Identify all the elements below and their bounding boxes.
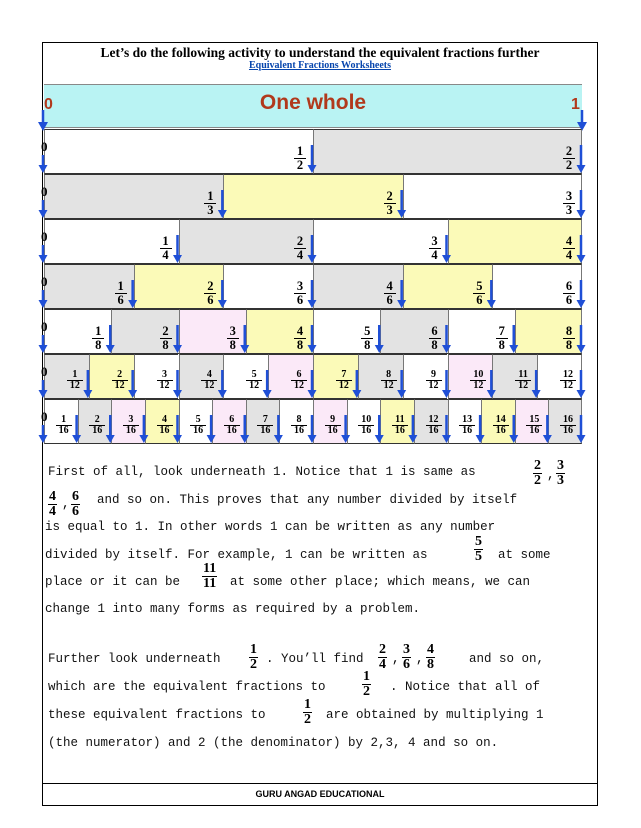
fraction-label: $\frac{1}{4}$ — [160, 235, 172, 261]
strip-segment — [44, 174, 223, 219]
fraction-label: $\frac{2}{8}$ — [160, 325, 172, 351]
fraction-label: $\frac{15}{16}$ — [526, 415, 542, 436]
row-zero-label: 0 — [41, 184, 48, 199]
row-zero-label: 0 — [41, 364, 48, 379]
fraction-label: $\frac{12}{12}$ — [560, 370, 576, 391]
whole-end-label: 1 — [571, 96, 580, 113]
para1-frac-6-6: 6 6 — [72, 489, 79, 519]
para2-line2a: which are the equivalent fractions to — [48, 680, 326, 694]
fraction-label: $\frac{13}{16}$ — [459, 415, 475, 436]
fraction-label: $\frac{3}{4}$ — [429, 235, 441, 261]
para2-frac-4-8: 4 8 — [427, 642, 434, 672]
fraction-label: $\frac{9}{12}$ — [426, 370, 442, 391]
one-whole-label: One whole — [259, 91, 367, 114]
fraction-label: $\frac{14}{16}$ — [493, 415, 509, 436]
para1-line1: First of all, look underneath 1. Notice that 1 is same as — [48, 465, 476, 479]
fraction-label: $\frac{4}{12}$ — [201, 370, 217, 391]
fraction-label: $\frac{8}{8}$ — [563, 325, 575, 351]
fraction-label: $\frac{11}{16}$ — [392, 415, 408, 436]
para1-comma: , — [547, 468, 555, 482]
para1-line6: change 1 into many forms as required by a problem. — [45, 602, 421, 616]
row-zero-label: 0 — [41, 274, 48, 289]
para1-frac-2-2: 2 2 — [534, 458, 541, 488]
para1-comma2: , — [62, 497, 70, 511]
fraction-label: $\frac{11}{12}$ — [515, 370, 531, 391]
para2-frac-1-2: 1 2 — [250, 642, 257, 672]
strip-segment — [44, 129, 313, 174]
fraction-label: $\frac{2}{3}$ — [384, 190, 396, 216]
fraction-label: $\frac{12}{16}$ — [426, 415, 442, 436]
fraction-label: $\frac{1}{8}$ — [92, 325, 104, 351]
para2-line3b: are obtained by multiplying 1 — [326, 708, 544, 722]
fraction-label: $\frac{10}{16}$ — [358, 415, 374, 436]
para1-frac-3-3: 3 3 — [557, 458, 564, 488]
fraction-label: $\frac{3}{8}$ — [227, 325, 239, 351]
fraction-label: $\frac{16}{16}$ — [560, 415, 576, 436]
fraction-label: $\frac{7}{8}$ — [496, 325, 508, 351]
fraction-label: $\frac{4}{8}$ — [294, 325, 306, 351]
para2-comma1: , — [392, 652, 400, 666]
fraction-label: $\frac{2}{2}$ — [563, 145, 575, 171]
para2-line3a: these equivalent fractions to — [48, 708, 266, 722]
fraction-label: $\frac{4}{6}$ — [384, 280, 396, 306]
whole-start-label: 0 — [44, 96, 53, 113]
strip-segment — [44, 219, 179, 264]
fraction-label: $\frac{5}{12}$ — [246, 370, 262, 391]
para1-line2: and so on. This proves that any number divided by itself — [97, 493, 518, 507]
para1-frac-4-4: 4 4 — [49, 489, 56, 519]
fraction-label: $\frac{1}{6}$ — [115, 280, 127, 306]
para1-line5a: place or it can be — [45, 575, 181, 589]
fraction-label: $\frac{9}{16}$ — [325, 415, 341, 436]
fraction-label: $\frac{3}{12}$ — [157, 370, 173, 391]
strip-segment — [179, 219, 314, 264]
fraction-label: $\frac{7}{16}$ — [257, 415, 273, 436]
worksheets-link[interactable]: Equivalent Fractions Worksheets — [248, 60, 392, 71]
para1-line3: is equal to 1. In other words 1 can be written as any number — [45, 520, 496, 534]
fraction-label: $\frac{3}{6}$ — [294, 280, 306, 306]
para1-line4b: at some — [498, 548, 551, 562]
fraction-label: $\frac{2}{16}$ — [89, 415, 105, 436]
fraction-label: $\frac{1}{16}$ — [56, 415, 72, 436]
fraction-label: $\frac{6}{6}$ — [563, 280, 575, 306]
row-zero-label: 0 — [41, 139, 48, 154]
para1-line5b: at some other place; which means, we can — [230, 575, 531, 589]
fraction-label: $\frac{5}{8}$ — [361, 325, 373, 351]
strip-segment — [223, 174, 402, 219]
fraction-label: $\frac{1}{2}$ — [294, 145, 306, 171]
fraction-label: $\frac{1}{12}$ — [67, 370, 83, 391]
fraction-label: $\frac{4}{16}$ — [157, 415, 173, 436]
fraction-label: $\frac{2}{4}$ — [294, 235, 306, 261]
row-zero-label: 0 — [41, 319, 48, 334]
fraction-label: $\frac{5}{6}$ — [473, 280, 485, 306]
para2-frac-1-2b: 1 2 — [363, 669, 370, 699]
para2-frac-1-2c: 1 2 — [304, 697, 311, 727]
para1-frac-5-5: 5 5 — [475, 534, 482, 564]
para2-frac-2-4: 2 4 — [379, 642, 386, 672]
row-zero-label: 0 — [41, 229, 48, 244]
row-zero-label: 0 — [41, 409, 48, 424]
page-title: Let’s do the following activity to understand the equivalent fractions further — [100, 45, 540, 60]
fraction-label: $\frac{2}{12}$ — [112, 370, 128, 391]
fraction-label: $\frac{3}{3}$ — [563, 190, 575, 216]
fraction-label: $\frac{6}{16}$ — [224, 415, 240, 436]
fraction-label: $\frac{7}{12}$ — [336, 370, 352, 391]
strip-segment — [403, 174, 582, 219]
strip-segment — [313, 129, 582, 174]
para2-line2b: . Notice that all of — [390, 680, 541, 694]
footer: GURU ANGAD EDUCATIONAL — [42, 784, 598, 806]
para2-comma2: , — [416, 652, 424, 666]
para2-line1a: Further look underneath — [48, 652, 221, 666]
para1-frac-11-11: 11 11 — [203, 561, 217, 591]
fraction-label: $\frac{8}{16}$ — [291, 415, 307, 436]
strip-segment — [313, 219, 448, 264]
fraction-label: $\frac{6}{8}$ — [429, 325, 441, 351]
fraction-label: $\frac{3}{16}$ — [123, 415, 139, 436]
para2-line4: (the numerator) and 2 (the denominator) by 2,3, 4 and so on. — [48, 736, 499, 750]
fraction-label: $\frac{2}{6}$ — [204, 280, 216, 306]
fraction-label: $\frac{5}{16}$ — [190, 415, 206, 436]
para2-frac-3-6: 3 6 — [403, 642, 410, 672]
fraction-label: $\frac{6}{12}$ — [291, 370, 307, 391]
para1-line4a: divided by itself. For example, 1 can be written as — [45, 548, 428, 562]
fraction-label: $\frac{1}{3}$ — [204, 190, 216, 216]
para2-line1b: . You’ll find — [266, 652, 364, 666]
fraction-label: $\frac{10}{12}$ — [470, 370, 486, 391]
para2-line1c: and so on, — [469, 652, 545, 666]
fraction-label: $\frac{4}{4}$ — [563, 235, 575, 261]
strip-segment — [448, 219, 583, 264]
fraction-label: $\frac{8}{12}$ — [381, 370, 397, 391]
